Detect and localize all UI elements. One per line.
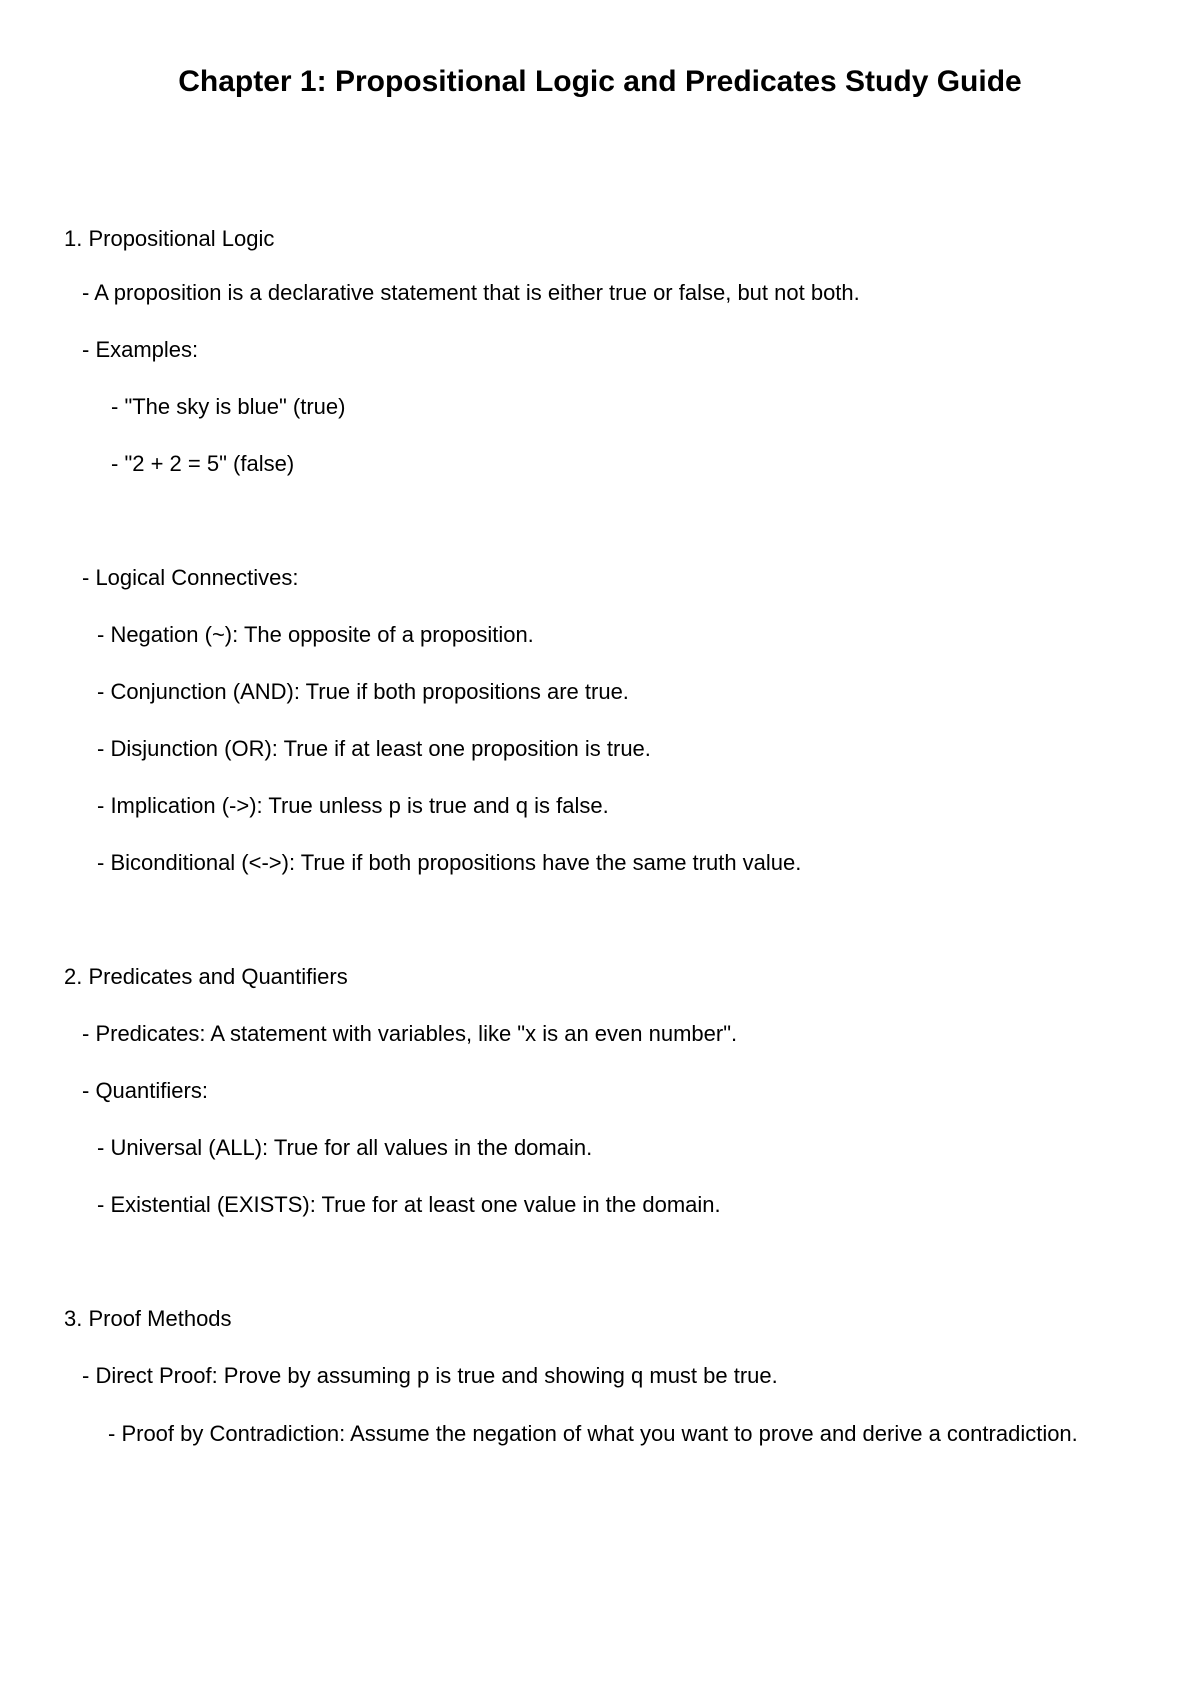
section-heading-propositional-logic: 1. Propositional Logic xyxy=(64,226,275,251)
quantifier-item: - Existential (EXISTS): True for at least one value in the domain. xyxy=(97,1192,721,1217)
connective-item: - Implication (->): True unless p is true and q is false. xyxy=(97,793,609,818)
document-title: Chapter 1: Propositional Logic and Predicates Study Guide xyxy=(178,65,1022,98)
proof-method-item: - Direct Proof: Prove by assuming p is true and showing q must be true. xyxy=(82,1363,778,1388)
example-item: - "2 + 2 = 5" (false) xyxy=(111,451,295,476)
section-heading-predicates-quantifiers: 2. Predicates and Quantifiers xyxy=(64,964,348,989)
proof-method-item: - Proof by Contradiction: Assume the negation of what you want to prove and derive a contradiction. xyxy=(108,1421,1078,1446)
connective-item: - Negation (~): The opposite of a proposition. xyxy=(97,622,534,647)
proposition-definition: - A proposition is a declarative statement that is either true or false, but not both. xyxy=(82,280,860,305)
example-item: - "The sky is blue" (true) xyxy=(111,394,346,419)
examples-label: - Examples: xyxy=(82,337,199,362)
quantifiers-label: - Quantifiers: xyxy=(82,1078,208,1103)
quantifier-item: - Universal (ALL): True for all values in the domain. xyxy=(97,1135,593,1160)
connective-item: - Conjunction (AND): True if both propositions are true. xyxy=(97,679,629,704)
predicates-definition: - Predicates: A statement with variables, like "x is an even number". xyxy=(82,1021,738,1046)
section-heading-proof-methods: 3. Proof Methods xyxy=(64,1306,232,1331)
connectives-label: - Logical Connectives: xyxy=(82,565,299,590)
connective-item: - Disjunction (OR): True if at least one proposition is true. xyxy=(97,736,651,761)
connective-item: - Biconditional (<->): True if both propositions have the same truth value. xyxy=(97,850,802,875)
